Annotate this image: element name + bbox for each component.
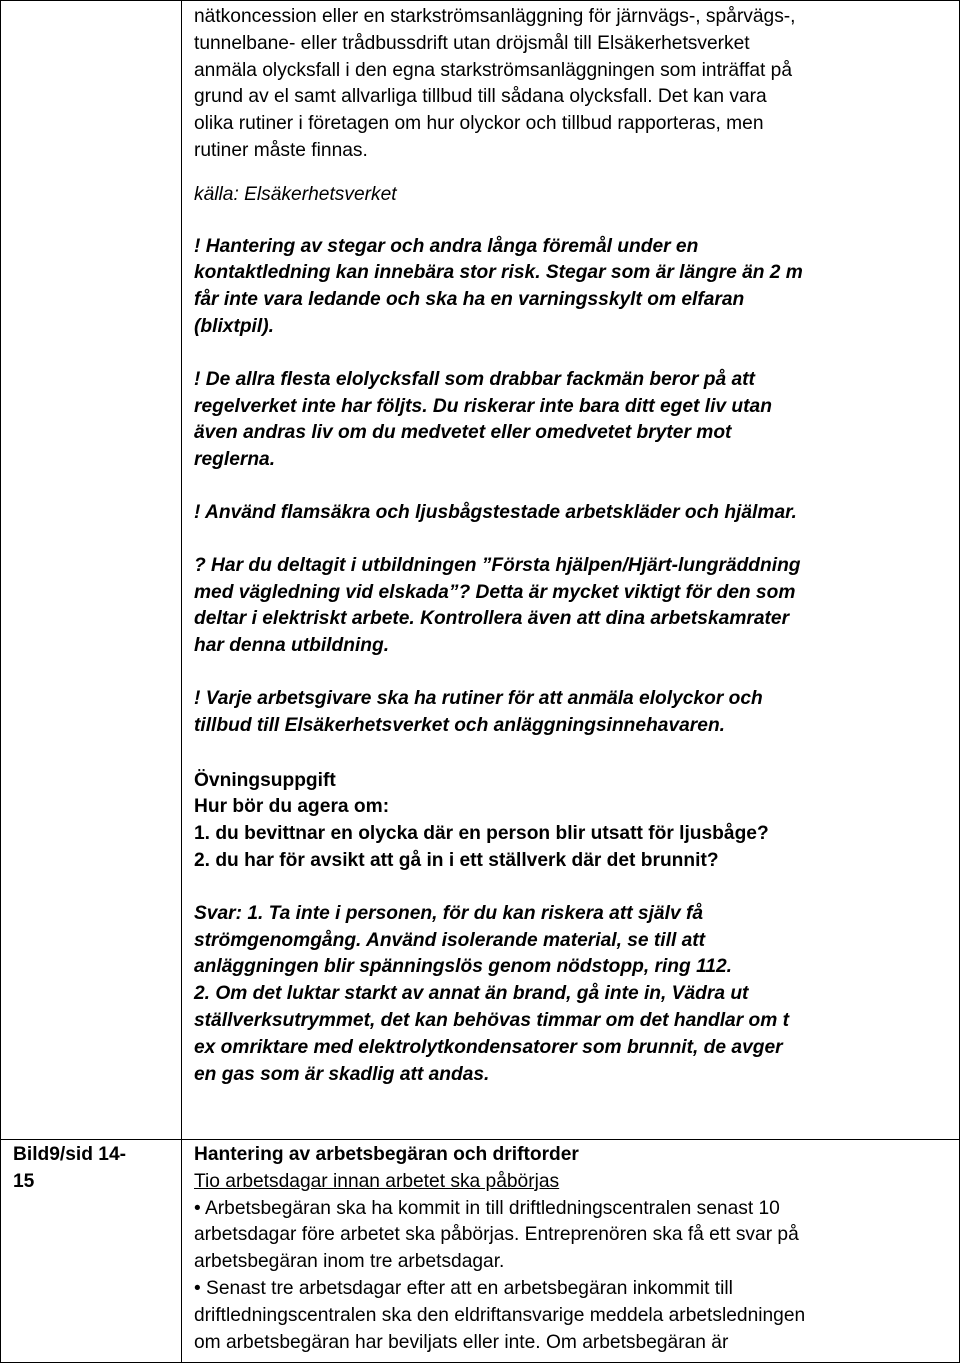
intro-paragraph	[194, 1, 949, 165]
text-line: deltar i elektriskt arbete. Kontrollera även att dina arbetskamrater	[194, 608, 790, 630]
text-line: 2. Om det luktar starkt av annat än brand, gå inte in, Vädra ut	[194, 983, 749, 1005]
exercise-question: 1. du bevittnar en olycka där en person blir utsatt för ljusbåge?	[194, 823, 769, 845]
text-line: olika rutiner i företagen om hur olyckor och tillbud rapporteras, men	[194, 113, 764, 135]
text-line: tunnelbane- eller trådbussdrift utan dröjsmål till Elsäkerhetsverket	[194, 32, 750, 54]
warning-regulations	[194, 367, 949, 474]
text-line: ex omriktare med elektrolytkondensatorer som brunnit, de avger	[194, 1036, 783, 1058]
exercise-question: 2. du har för avsikt att gå in i ett ställverk där det brunnit?	[194, 849, 719, 871]
text-line: driftledningscentralen ska den eldriftansvarige meddela arbetsledningen	[194, 1304, 806, 1326]
text-line: även andras liv om du medvetet eller omedvetet bryter mot	[194, 422, 732, 444]
content-cell	[182, 1, 960, 1140]
text-line: har denna utbildning.	[194, 635, 390, 657]
text-line: ! De allra flesta elolycksfall som drabbar fackmän beror på att	[194, 368, 755, 390]
source-citation: källa: Elsäkerhetsverket	[194, 183, 397, 205]
text-line: anläggningen blir spänningslös genom nödstopp, ring 112.	[194, 956, 732, 978]
exercise-answer	[194, 901, 949, 1089]
table-row	[1, 1, 960, 1140]
text-line: Svar: 1. Ta inte i personen, för du kan riskera att själv få	[194, 902, 704, 924]
text-line: ! Använd flamsäkra och ljusbågstestade arbetskläder och hjälmar.	[194, 501, 797, 523]
text-line: 15	[13, 1170, 35, 1192]
table-row	[1, 1140, 960, 1363]
text-line: • Arbetsbegäran ska ha kommit in till driftledningscentralen senast 10	[194, 1197, 780, 1219]
text-line: ställverksutrymmet, det kan behövas timmar om det handlar om t	[194, 1009, 789, 1031]
text-line: kontaktledning kan innebära stor risk. Stegar som är längre än 2 m	[194, 262, 803, 284]
text-line: ? Har du deltagit i utbildningen ”Första hjälpen/Hjärt-lungräddning	[194, 554, 801, 576]
text-line: anmäla olycksfall i den egna starkströmsanläggningen som inträffat på	[194, 59, 792, 81]
text-line: • Senast tre arbetsdagar efter att en arbetsbegäran inkommit till	[194, 1277, 733, 1299]
text-line: (blixtpil).	[194, 315, 274, 337]
text-line: ! Varje arbetsgivare ska ha rutiner för att anmäla elolyckor och	[194, 687, 763, 709]
warning-ladders	[194, 234, 949, 341]
text-line: med vägledning vid elskada”? Detta är mycket viktigt för den som	[194, 581, 796, 603]
question-first-aid	[194, 553, 949, 660]
section-title: Hantering av arbetsbegäran och driftorder	[194, 1144, 579, 1165]
slide-reference-cell	[1, 1140, 182, 1363]
text-line: rutiner måste finnas.	[194, 139, 368, 161]
text-line: strömgenomgång. Använd isolerande material, se till att	[194, 929, 706, 951]
text-line: tillbud till Elsäkerhetsverket och anläggningsinnehavaren.	[194, 714, 726, 736]
text-line: reglerna.	[194, 449, 276, 471]
section-subtitle: Tio arbetsdagar innan arbetet ska påbörjas	[194, 1170, 560, 1192]
text-line: får inte vara ledande och ska ha en varningsskylt om elfaran	[194, 289, 745, 311]
warning-clothing	[194, 500, 949, 527]
exercise-title: Övningsuppgift	[194, 769, 336, 791]
slide-reference-cell	[1, 1, 182, 1140]
text-line: en gas som är skadlig att andas.	[194, 1063, 490, 1085]
text-line: arbetsdagar före arbetet ska påbörjas. Entreprenören ska få ett svar på	[194, 1224, 799, 1246]
slide-reference	[1, 1142, 181, 1196]
text-line: nätkoncession eller en starkströmsanläggning för järnvägs-, spårvägs-,	[194, 6, 796, 27]
exercise-block	[194, 768, 949, 875]
content-cell	[182, 1140, 960, 1363]
text-line: Bild9/sid 14-	[13, 1144, 127, 1165]
text-line: om arbetsbegäran har beviljats eller inte. Om arbetsbegäran är	[194, 1331, 729, 1353]
text-line: arbetsbegäran inom tre arbetsdagar.	[194, 1251, 505, 1273]
exercise-question-intro: Hur bör du agera om:	[194, 796, 390, 818]
text-line: regelverket inte har följts. Du riskerar inte bara ditt eget liv utan	[194, 395, 772, 417]
text-line: ! Hantering av stegar och andra långa föremål under en	[194, 235, 699, 257]
warning-routines	[194, 686, 949, 740]
text-line: grund av el samt allvarliga tillbud till sådana olycksfall. Det kan vara	[194, 86, 767, 108]
